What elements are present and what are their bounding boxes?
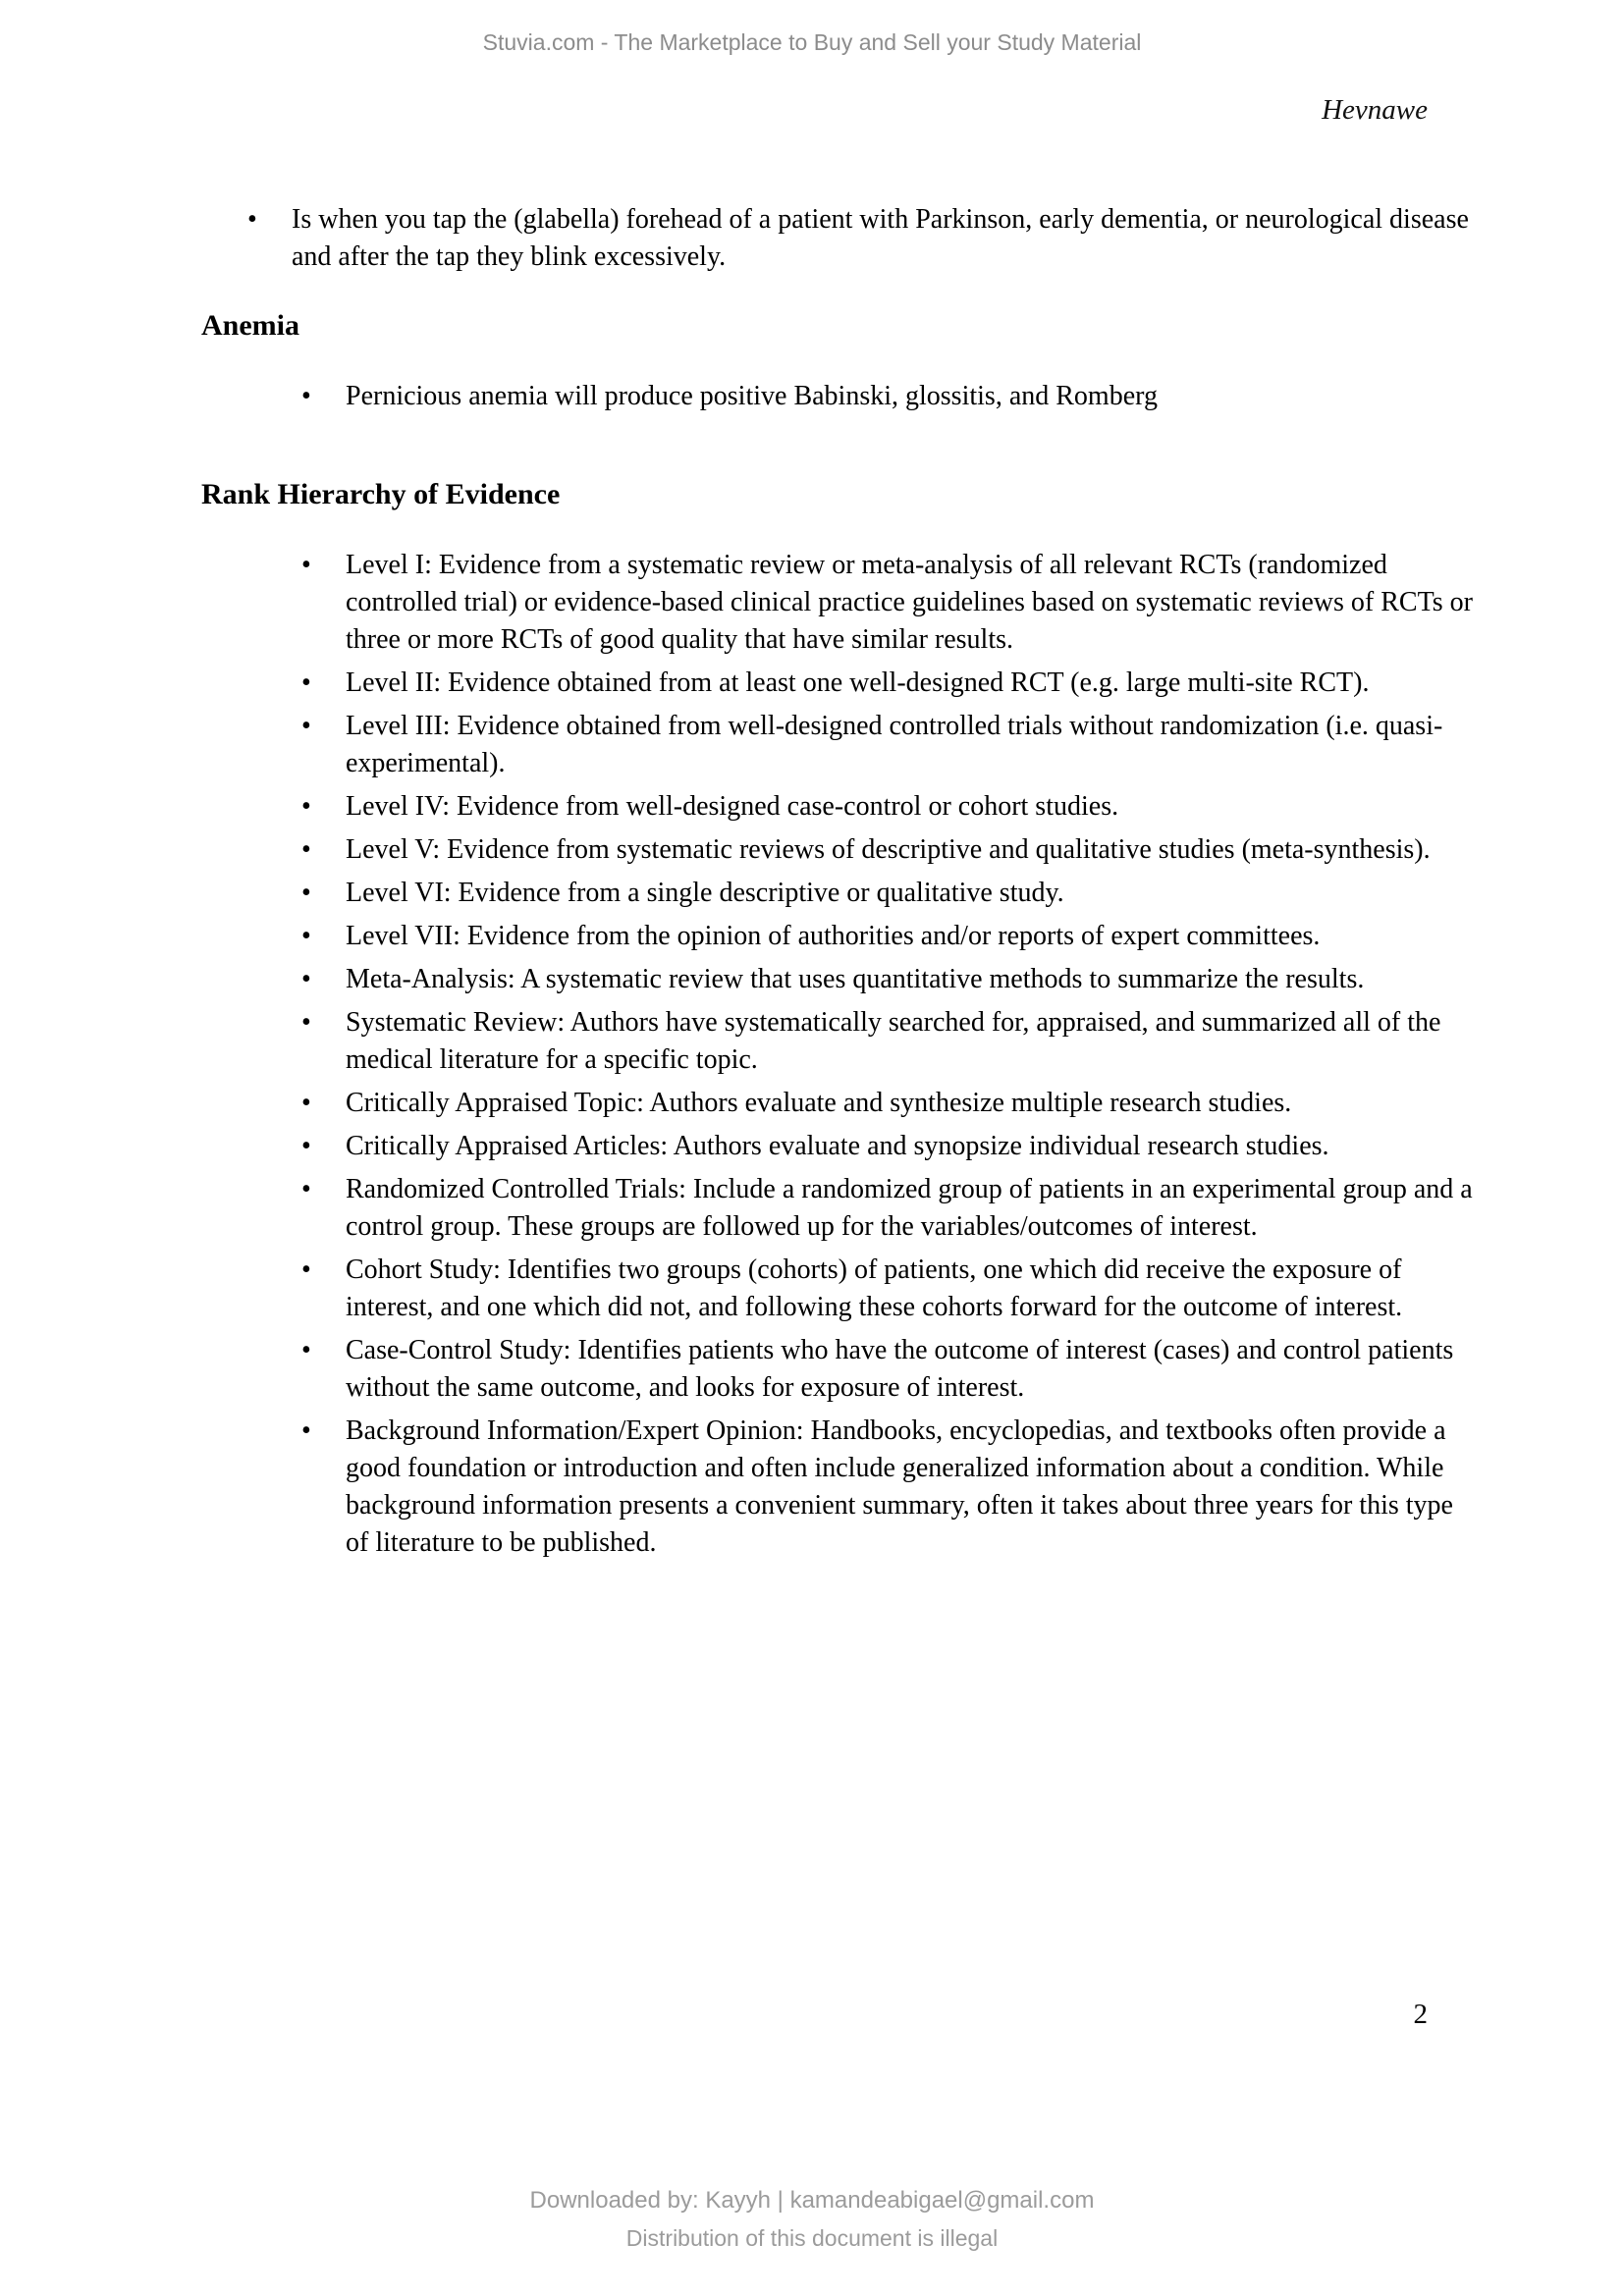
footer-distribution-notice: Distribution of this document is illegal	[625, 2225, 999, 2251]
list-item: • Level VI: Evidence from a single descriptive or qualitative study.	[299, 875, 1478, 912]
document-body	[201, 201, 1478, 1568]
section-heading-anemia: Anemia	[201, 309, 299, 342]
list-item: • Level II: Evidence obtained from at least one well-designed RCT (e.g. large multi-site RCT).	[299, 665, 1478, 702]
list-item: • Level I: Evidence from a systematic review or meta-analysis of all relevant RCTs (randomized controlled trial) or evidence-based clinical practice guidelines based on systematic reviews of RCTs or three or more RCTs of good quality that have similar results.	[299, 547, 1478, 659]
list-item: • Is when you tap the (glabella) forehead of a patient with Parkinson, early dementia, or neurological disease and after the tap they blink excessively.	[245, 201, 1478, 276]
page-footer	[0, 2187, 1624, 2252]
author-name: Hevnawe	[1322, 94, 1428, 126]
page-number: 2	[1413, 1999, 1428, 2030]
list-item: • Critically Appraised Topic: Authors evaluate and synthesize multiple research studies.	[299, 1085, 1478, 1122]
section-heading-rank-hierarchy: Rank Hierarchy of Evidence	[201, 478, 561, 510]
list-item: • Case-Control Study: Identifies patients who have the outcome of interest (cases) and control patients without the same outcome, and looks for exposure of interest.	[299, 1332, 1478, 1407]
list-item: • Pernicious anemia will produce positive Babinski, glossitis, and Romberg	[299, 378, 1478, 415]
list-item: • Meta-Analysis: A systematic review that uses quantitative methods to summarize the results.	[299, 961, 1478, 998]
list-item: • Level IV: Evidence from well-designed case-control or cohort studies.	[299, 788, 1478, 826]
anemia-bullet-list	[299, 378, 1478, 415]
footer-downloaded-by: Downloaded by: Kayyh | kamandeabigael@gmail.com	[529, 2187, 1095, 2214]
list-item: • Systematic Review: Authors have systematically searched for, appraised, and summarized all of the medical literature for a specific topic.	[299, 1004, 1478, 1079]
evidence-bullet-list	[299, 547, 1478, 1562]
intro-bullet-list	[245, 201, 1478, 276]
site-header: Stuvia.com - The Marketplace to Buy and Sell your Study Material	[482, 29, 1142, 55]
list-item: • Critically Appraised Articles: Authors evaluate and synopsize individual research studies.	[299, 1128, 1478, 1165]
list-item: • Randomized Controlled Trials: Include a randomized group of patients in an experimental group and a control group. These groups are followed up for the variables/outcomes of interest.	[299, 1171, 1478, 1246]
list-item: • Level III: Evidence obtained from well-designed controlled trials without randomization (i.e. quasi-experimental).	[299, 708, 1478, 782]
list-item: • Level V: Evidence from systematic reviews of descriptive and qualitative studies (meta-synthesis).	[299, 831, 1478, 869]
list-item: • Cohort Study: Identifies two groups (cohorts) of patients, one which did receive the exposure of interest, and one which did not, and following these cohorts forward for the outcome of interest.	[299, 1252, 1478, 1326]
list-item: • Level VII: Evidence from the opinion of authorities and/or reports of expert committees.	[299, 918, 1478, 955]
list-item: • Background Information/Expert Opinion: Handbooks, encyclopedias, and textbooks often provide a good foundation or introduction and often include generalized information about a condition. While background information presents a convenient summary, often it takes about three years for this type of literature to be published.	[299, 1413, 1478, 1562]
